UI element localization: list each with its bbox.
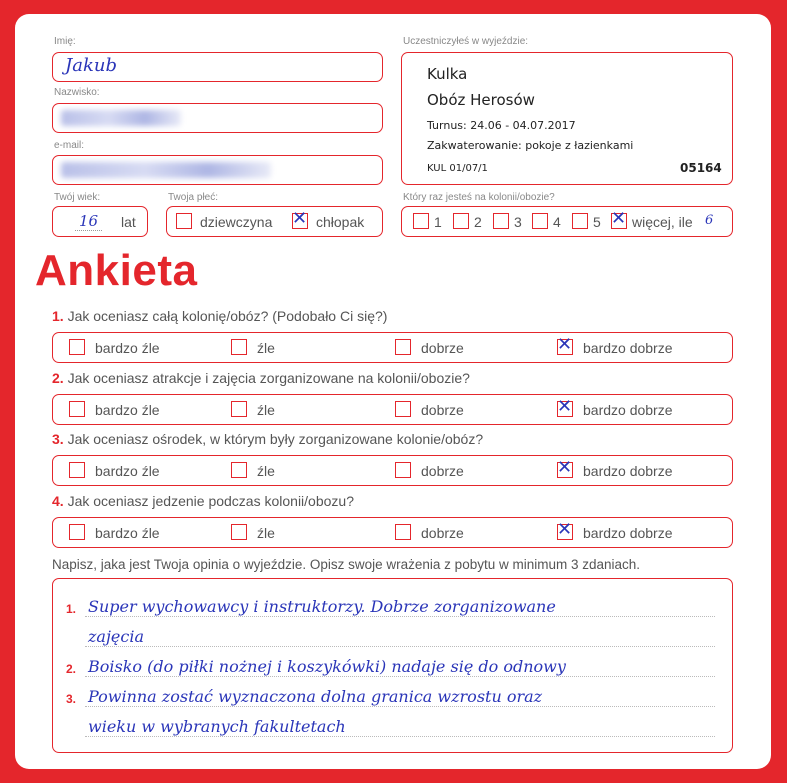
opinion-text: Powinna zostać wyznaczona dolna granica wzrostu oraz: [88, 687, 543, 706]
question-number: 1.: [52, 308, 64, 324]
question-4-checkbox[interactable]: [231, 524, 247, 540]
option-2: 2: [474, 214, 482, 230]
question-4-text: [52, 493, 354, 509]
question-1-text: [52, 308, 387, 324]
plec-label: Twoja płeć:: [168, 192, 219, 203]
question-3-checkbox[interactable]: [557, 457, 573, 478]
question-2-text: [52, 370, 470, 386]
check-mark-icon: ✕: [557, 457, 573, 478]
checkbox-5[interactable]: [572, 213, 588, 229]
option-3: 3: [514, 214, 522, 230]
question-2-checkbox[interactable]: [69, 401, 85, 417]
writing-line: [85, 646, 715, 647]
trip-zakwaterowanie: Zakwaterowanie: pokoje z łazienkami: [427, 139, 634, 152]
imie-label: Imię:: [54, 36, 76, 47]
email-field[interactable]: [52, 155, 383, 185]
which-time-field: [401, 206, 733, 237]
answer-option-label: dobrze: [421, 463, 464, 479]
question-3-text: [52, 431, 483, 447]
question-4-checkbox[interactable]: [557, 519, 573, 540]
answer-option-label: bardzo dobrze: [583, 463, 673, 479]
nazwisko-label: Nazwisko:: [54, 87, 100, 98]
trip-name: Kulka: [427, 65, 468, 83]
which-time-value: 6: [705, 213, 714, 228]
writing-line: [85, 736, 715, 737]
opinion-number: 1.: [66, 602, 77, 616]
option-dziewczyna: dziewczyna: [200, 214, 273, 230]
checkbox-wiecej[interactable]: [611, 208, 627, 229]
question-1-checkbox[interactable]: [69, 339, 85, 355]
check-mark-icon: ✕: [557, 334, 573, 355]
wiek-field[interactable]: [52, 206, 148, 237]
opinion-text: Super wychowawcy i instruktorzy. Dobrze zorganizowane: [88, 597, 556, 616]
nazwisko-field[interactable]: [52, 103, 383, 133]
redacted-email: [61, 162, 271, 178]
option-chlopak: chłopak: [316, 214, 365, 230]
redacted-surname: [61, 110, 181, 126]
wiek-unit: lat: [121, 214, 136, 230]
answer-option-label: dobrze: [421, 525, 464, 541]
checkbox-3[interactable]: [493, 213, 509, 229]
question-3-checkbox[interactable]: [69, 462, 85, 478]
wiek-label: Twój wiek:: [54, 192, 101, 203]
check-mark-icon: ✕: [292, 208, 308, 229]
option-5: 5: [593, 214, 601, 230]
question-3-checkbox[interactable]: [395, 462, 411, 478]
opinion-prompt: Napisz, jaka jest Twoja opinia o wyjeździe. Opisz swoje wrażenia z pobytu w minimum 3 zdaniach.: [52, 557, 641, 572]
answer-option-label: bardzo dobrze: [583, 340, 673, 356]
question-3-checkbox[interactable]: [231, 462, 247, 478]
opinion-number: 2.: [66, 662, 77, 676]
email-label: e-mail:: [54, 140, 85, 151]
checkbox-2[interactable]: [453, 213, 469, 229]
option-wiecej: więcej, ile: [632, 214, 693, 230]
opinion-text: zajęcia: [88, 627, 145, 646]
question-number: 3.: [52, 431, 64, 447]
writing-line: [85, 706, 715, 707]
answer-option-label: źle: [257, 463, 275, 479]
checkbox-1[interactable]: [413, 213, 429, 229]
writing-line: [85, 616, 715, 617]
answer-option-label: źle: [257, 340, 275, 356]
imie-field[interactable]: [52, 52, 383, 82]
question-number: 2.: [52, 370, 64, 386]
answer-option-label: źle: [257, 402, 275, 418]
answer-option-label: dobrze: [421, 402, 464, 418]
answer-option-label: bardzo dobrze: [583, 525, 673, 541]
question-2-checkbox[interactable]: [557, 396, 573, 417]
answer-option-label: dobrze: [421, 340, 464, 356]
question-label: Jak oceniasz całą kolonię/obóz? (Podobało Ci się?): [67, 308, 388, 324]
question-4-checkbox[interactable]: [395, 524, 411, 540]
imie-value: Jakub: [65, 55, 117, 76]
answer-option-label: bardzo źle: [95, 402, 160, 418]
answer-option-label: bardzo źle: [95, 463, 160, 479]
question-1-checkbox[interactable]: [231, 339, 247, 355]
option-1: 1: [434, 214, 442, 230]
checkbox-chlopak[interactable]: [292, 208, 308, 229]
answer-option-label: źle: [257, 525, 275, 541]
checkbox-dziewczyna[interactable]: [176, 213, 192, 229]
question-number: 4.: [52, 493, 64, 509]
check-mark-icon: ✕: [557, 519, 573, 540]
question-label: Jak oceniasz ośrodek, w którym były zorganizowane kolonie/obóz?: [67, 431, 484, 447]
answer-option-label: bardzo dobrze: [583, 402, 673, 418]
checkbox-4[interactable]: [532, 213, 548, 229]
question-2-checkbox[interactable]: [231, 401, 247, 417]
trip-number: 05164: [680, 161, 722, 175]
trip-camp: Obóz Herosów: [427, 91, 535, 109]
question-label: Jak oceniasz jedzenie podczas kolonii/obozu?: [67, 493, 354, 509]
trip-info-box: [401, 52, 733, 185]
answer-option-label: bardzo źle: [95, 525, 160, 541]
check-mark-icon: ✕: [611, 208, 627, 229]
trip-label: Uczestniczyłeś w wyjeździe:: [403, 36, 529, 47]
option-4: 4: [553, 214, 561, 230]
plec-field: [166, 206, 383, 237]
opinion-text: Boisko (do piłki nożnej i koszykówki) nadaje się do odnowy: [88, 657, 566, 676]
check-mark-icon: ✕: [557, 396, 573, 417]
question-label: Jak oceniasz atrakcje i zajęcia zorganizowane na kolonii/obozie?: [67, 370, 470, 386]
survey-title: Ankieta: [35, 246, 198, 295]
question-1-checkbox[interactable]: [395, 339, 411, 355]
trip-turnus: Turnus: 24.06 - 04.07.2017: [427, 119, 576, 132]
trip-code: KUL 01/07/1: [427, 163, 488, 174]
writing-line: [85, 676, 715, 677]
which-time-label: Który raz jesteś na kolonii/obozie?: [403, 192, 555, 203]
opinion-text: wieku w wybranych fakultetach: [88, 717, 346, 736]
question-4-checkbox[interactable]: [69, 524, 85, 540]
question-1-checkbox[interactable]: [557, 334, 573, 355]
opinion-number: 3.: [66, 692, 77, 706]
wiek-value: 16: [75, 212, 102, 231]
question-2-checkbox[interactable]: [395, 401, 411, 417]
answer-option-label: bardzo źle: [95, 340, 160, 356]
